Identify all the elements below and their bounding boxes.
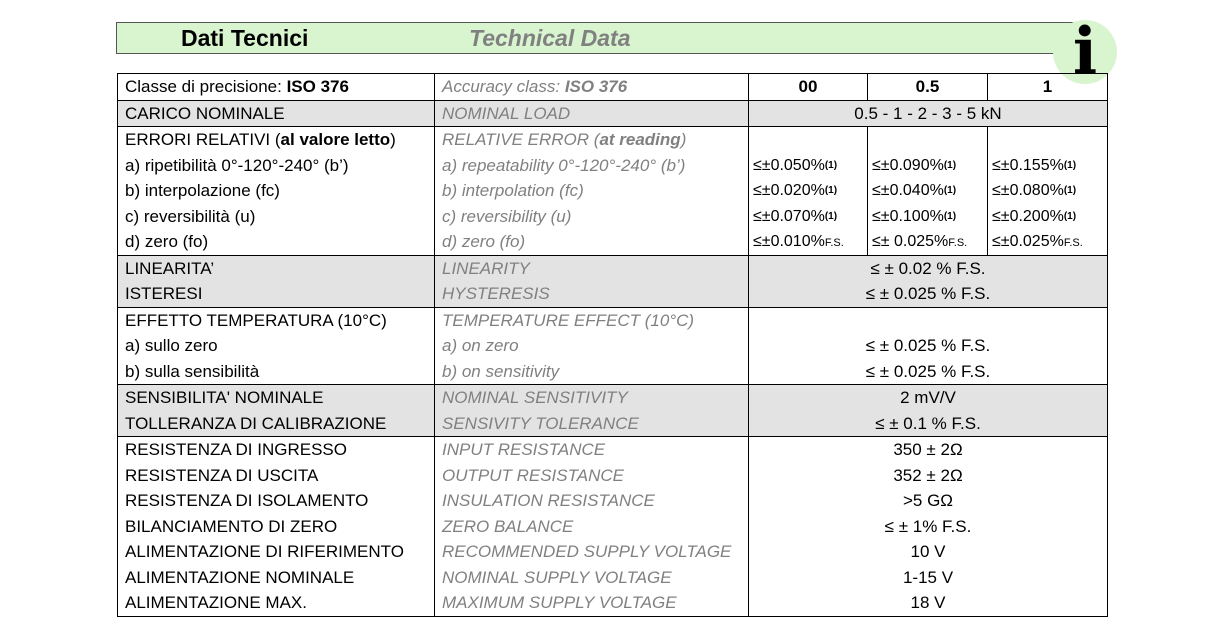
class-0-5: 0.5 [868,74,988,101]
relative-error-it: ERRORI RELATIVI (al valore letto) a) ripetibilità 0°-120°-240° (b’) b) interpolazione (fc) c) reversibilità (u) d) zero (fo) [118,127,435,256]
nominal-load-value: 0.5 - 1 - 2 - 3 - 5 kN [749,100,1108,127]
nominal-load-en: NOMINAL LOAD [435,100,749,127]
calibration-value: ≤ ± 0.1 % F.S. [875,413,981,433]
sensitivity-it: SENSIBILITA' NOMINALE TOLLERANZA DI CALIBRAZIONE [118,385,435,437]
info-glyph: i [1072,14,1098,89]
rel-values-class-1: ≤±0.155%$^{(1)}$ ≤±0.080%$^{(1)}$ ≤±0.200%$^{(1)}$ ≤±0.025%F.S. [988,127,1108,256]
accuracy-class-label-it: Classe di precisione: ISO 376 [118,74,435,101]
linearity-hysteresis-it [118,255,435,307]
technical-data-table [117,73,1108,617]
rel-item-en-c: c) reversibility (u) [442,206,572,226]
rel-item-it-c: c) reversibilità (u) [125,206,256,226]
electrical-it: RESISTENZA DI INGRESSO RESISTENZA DI USCITA RESISTENZA DI ISOLAMENTO BILANCIAMENTO DI ZERO ALIMENTAZIONE DI RIFERIMENTO ALIMENTAZIONE NOMINALE ALIMENTAZIONE MAX. [118,437,435,617]
temperature-values [749,307,1108,385]
sensitivity-en: NOMINAL SENSITIVITY SENSIVITY TOLERANCE [435,385,749,437]
nominal-load-it: CARICO NOMINALE [118,100,435,127]
electrical-row [118,437,1108,617]
accuracy-class-label-en: Accuracy class: ISO 376 [435,74,749,101]
sensitivity-values [749,385,1108,437]
temp-zero-value: ≤ ± 0.025 % F.S. [865,336,991,355]
linearity-value: ≤ ± 0.02 % F.S. [870,258,986,278]
hysteresis-value: ≤ ± 0.025 % F.S. [865,284,991,303]
rel-item-it-a: a) ripetibilità 0°-120°-240° (b’) [125,155,349,175]
temperature-it: EFFETTO TEMPERATURA (10°C) a) sullo zero b) sulla sensibilità [118,307,435,385]
relative-error-en: RELATIVE ERROR (at reading) a) repeatability 0°-120°-240° (b’) b) interpolation (fc) c) reversibility (u) d) zero (fo) [435,127,749,256]
rel-item-en-a: a) repeatability 0°-120°-240° (b’) [442,155,686,175]
title-italian: Dati Tecnici [181,25,309,51]
temp-sensitivity-value: ≤ ± 0.025 % F.S. [865,361,991,381]
class-1: 1 [988,74,1108,101]
title-banner [116,22,1078,54]
nominal-load-row [118,100,1108,127]
linearity-en: LINEARITY [442,258,530,278]
electrical-en: INPUT RESISTANCE OUTPUT RESISTANCE INSULATION RESISTANCE ZERO BALANCE RECOMMENDED SUPPLY VOLTAGE NOMINAL SUPPLY VOLTAGE MAXIMUM SUPPLY VOLTAGE [435,437,749,617]
temperature-row [118,307,1108,385]
linearity-it: LINEARITA’ [125,258,215,278]
rel-item-it-b: b) interpolazione (fc) [125,181,280,200]
title-english: Technical Data [469,25,631,51]
sensitivity-value: 2 mV/V [900,388,956,407]
rel-item-en-b: b) interpolation (fc) [442,181,584,200]
rel-values-class-0-5: ≤±0.090%$^{(1)}$ ≤±0.040%$^{(1)}$ ≤±0.100%$^{(1)}$ ≤± 0.025%F.S. [868,127,988,256]
sensitivity-row [118,385,1108,437]
electrical-values: 350 ± 2Ω 352 ± 2Ω >5 GΩ ≤ ± 1% F.S. 10 V 1-15 V 18 V [749,437,1108,617]
linearity-hysteresis-values [749,255,1108,307]
accuracy-class-row [118,74,1108,101]
linearity-hysteresis-en [435,255,749,307]
hysteresis-en: HYSTERESIS [442,284,550,303]
rel-item-en-d: d) zero (fo) [442,232,526,251]
linearity-hysteresis-row [118,255,1108,307]
temperature-en: TEMPERATURE EFFECT (10°C) a) on zero b) on sensitivity [435,307,749,385]
rel-values-class-00: ≤±0.050%$^{(1)}$ ≤±0.020%$^{(1)}$ ≤±0.070%$^{(1)}$ ≤±0.010%F.S. [749,127,868,256]
hysteresis-it: ISTERESI [125,284,203,303]
rel-item-it-d: d) zero (fo) [125,232,209,251]
class-00: 00 [749,74,868,101]
relative-error-row [118,127,1108,256]
